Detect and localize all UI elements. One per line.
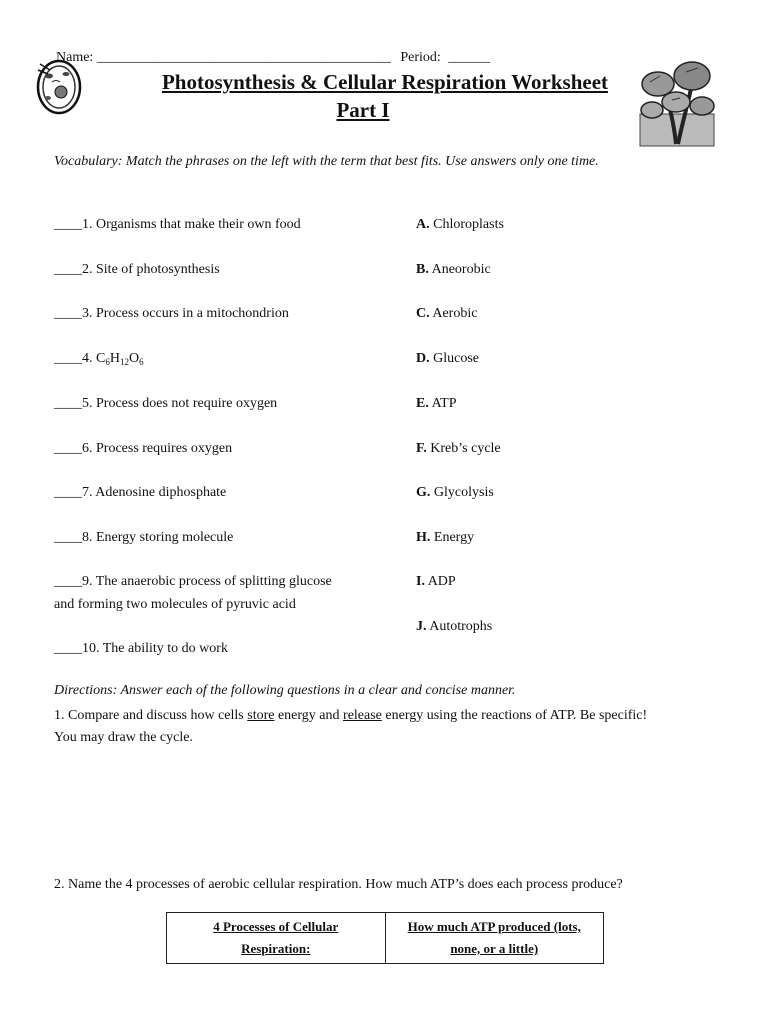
item-text: Adenosine diphosphate <box>95 485 227 500</box>
item-number: 4. <box>82 351 93 366</box>
option-term: Kreb’s cycle <box>430 441 501 456</box>
page-title: Photosynthesis & Cellular Respiration Worksheet <box>161 70 609 94</box>
item-number: 9. <box>82 574 93 589</box>
option-term: Glycolysis <box>433 485 494 500</box>
option-term: Glucose <box>433 351 480 366</box>
table-header-row <box>167 913 604 964</box>
answer-option-j <box>416 618 492 636</box>
option-letter: J. <box>416 619 427 634</box>
question-2: 2. Name the 4 processes of aerobic cellular respiration. How much ATP’s does each process produce? <box>54 877 623 892</box>
answer-option-a <box>416 216 504 234</box>
period-label: Period: <box>400 50 441 65</box>
release-underlined: release <box>343 708 382 723</box>
answer-option-e <box>416 395 456 413</box>
glucose-formula: $C_6H_{12}O_6$ <box>96 351 144 367</box>
vocab-item-9-continued: and forming two molecules of pyruvic acid <box>54 597 296 612</box>
vocab-item-3 <box>54 305 289 323</box>
vocab-item-9 <box>54 573 332 591</box>
vocab-item-5 <box>54 395 277 413</box>
answer-option-h <box>416 529 474 547</box>
vocab-item-1 <box>54 216 301 234</box>
question-1 <box>54 705 714 749</box>
answer-blank[interactable]: ____ <box>54 485 82 500</box>
item-number: 1. <box>82 217 93 232</box>
vocab-item-7 <box>54 484 226 502</box>
option-letter: E. <box>416 396 429 411</box>
answer-option-f <box>416 440 501 458</box>
item-text: Site of photosynthesis <box>96 262 220 277</box>
item-number: 7. <box>82 485 93 500</box>
option-letter: H. <box>416 530 431 545</box>
question-1-line2: You may draw the cycle. <box>54 730 193 745</box>
answer-blank[interactable]: ____ <box>54 396 82 411</box>
item-text: The ability to do work <box>102 641 228 656</box>
item-number: 10. <box>82 641 100 656</box>
item-text: Process does not require oxygen <box>96 396 278 411</box>
answer-blank[interactable]: ____ <box>54 574 82 589</box>
header-text: none, or a little) <box>450 941 539 956</box>
directions: Directions: Answer each of the following questions in a clear and concise manner. <box>54 683 516 698</box>
item-number: 3. <box>82 306 93 321</box>
name-label: Name: <box>56 50 94 65</box>
vocab-item-2 <box>54 261 220 279</box>
item-text: The anaerobic process of splitting glucose <box>95 574 332 589</box>
answer-option-g <box>416 484 494 502</box>
answer-blank[interactable]: ____ <box>54 530 82 545</box>
option-term: Chloroplasts <box>433 217 504 232</box>
option-letter: A. <box>416 217 430 232</box>
respiration-table <box>166 912 604 964</box>
name-blank[interactable]: __________________________________________ <box>96 50 391 65</box>
answer-option-d <box>416 350 479 368</box>
option-term: Aerobic <box>432 306 478 321</box>
vocab-instructions: Vocabulary: Match the phrases on the left with the term that best fits. Use answers only one time. <box>54 154 599 169</box>
question-1-text: energy using the reactions of ATP. Be specific! <box>381 708 648 723</box>
page-subtitle: Part I <box>336 98 390 122</box>
item-number: 5. <box>82 396 93 411</box>
answer-blank[interactable]: ____ <box>54 262 82 277</box>
col-atp-header <box>385 913 604 964</box>
question-1-text: energy and <box>274 708 344 723</box>
question-1-text: 1. Compare and discuss how cells <box>54 708 248 723</box>
item-number: 8. <box>82 530 93 545</box>
header-text: Respiration: <box>241 941 311 956</box>
option-letter: F. <box>416 441 427 456</box>
option-term: Autotrophs <box>429 619 493 634</box>
option-letter: I. <box>416 574 425 589</box>
vocab-item-4 <box>54 350 144 371</box>
item-number: 6. <box>82 441 93 456</box>
answer-blank[interactable]: ____ <box>54 441 82 456</box>
vocab-item-10 <box>54 640 228 658</box>
answer-blank[interactable]: ____ <box>54 217 82 232</box>
option-term: ADP <box>427 574 456 589</box>
option-term: Aneorobic <box>431 262 491 277</box>
answer-blank[interactable]: ____ <box>54 641 82 656</box>
header-text: How much ATP produced (lots, <box>407 919 581 934</box>
col-processes-header <box>167 913 386 964</box>
item-text: Process occurs in a mitochondrion <box>96 306 289 321</box>
period-blank[interactable]: ______ <box>448 50 491 65</box>
header-text: 4 Processes of Cellular <box>213 919 339 934</box>
store-underlined: store <box>247 708 275 723</box>
item-text: Energy storing molecule <box>96 530 234 545</box>
option-term: ATP <box>431 396 457 411</box>
option-letter: D. <box>416 351 430 366</box>
answer-blank[interactable]: ____ <box>54 351 82 366</box>
answer-option-c <box>416 305 477 323</box>
item-text: Process requires oxygen <box>96 441 233 456</box>
item-text: Organisms that make their own food <box>96 217 301 232</box>
option-term: Energy <box>433 530 475 545</box>
answer-blank[interactable]: ____ <box>54 306 82 321</box>
vocab-item-6 <box>54 440 232 458</box>
item-number: 2. <box>82 262 93 277</box>
vocab-item-8 <box>54 529 233 547</box>
option-letter: G. <box>416 485 431 500</box>
option-letter: B. <box>416 262 429 277</box>
option-letter: C. <box>416 306 430 321</box>
header-line <box>56 49 490 67</box>
answer-option-b <box>416 261 491 279</box>
answer-option-i <box>416 573 456 591</box>
